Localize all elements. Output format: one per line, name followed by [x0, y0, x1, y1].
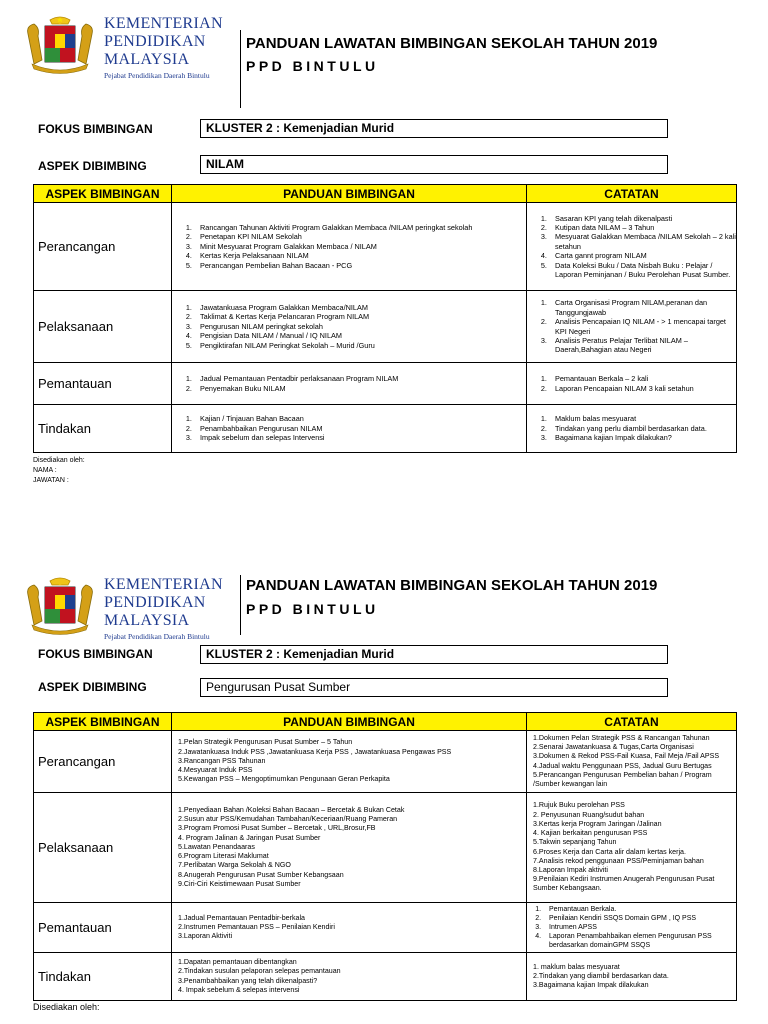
panduan-cell	[172, 405, 527, 453]
table-row	[34, 363, 737, 405]
prepared-by	[33, 1002, 100, 1012]
list-item: 9.Ciri-Ciri Keistimewaan Pusat Sumber	[178, 879, 301, 888]
list-item: 5.Lawatan Penandaaras	[178, 842, 255, 851]
list-item: 1. Kajian / Tinjauan Bahan Bacaan	[194, 414, 526, 423]
table-header-row	[34, 185, 737, 203]
catatan-cell	[527, 363, 737, 405]
list-item: 5.Perancangan Pengurusan Pembelian bahan / Program	[533, 770, 712, 779]
list-item: 1.Penyediaan Bahan /Koleksi Bahan Bacaan – Bercetak & Bukan Cetak	[178, 806, 405, 815]
list-item: 3.Laporan Aktiviti	[178, 932, 233, 941]
header-catatan: CATATAN	[527, 713, 737, 731]
list-item: 5. Data Koleksi Buku / Data Nisbah Buku : Pelajar / Laporan Peminjanan / Buku Perolehan Pusat Sumber.	[549, 261, 736, 280]
aspect-cell: Tindakan	[34, 405, 172, 453]
guidance-table	[33, 712, 737, 1001]
jata-crest-icon	[20, 14, 100, 74]
list-item: 3.Bagaimana kajian Impak dilakukan	[533, 981, 649, 990]
table-header-row	[34, 713, 737, 731]
panduan-cell	[172, 291, 527, 363]
catatan-cell	[527, 291, 737, 363]
list-item: 4.Jadual waktu Penggunaan PSS, Jadual Guru Bertugas	[533, 761, 712, 770]
list-item: 2.Tindakan susulan pelaporan selepas pemantauan	[178, 967, 341, 976]
list-item: 3. Intrumen APSS	[543, 923, 736, 932]
list-item: 3.Penambahbaikan yang telah dikenalpasti?	[178, 976, 318, 985]
prepared-by	[33, 456, 85, 486]
list-item: 3. Pengurusan NILAM peringkat sekolah	[194, 322, 526, 331]
header-aspek: ASPEK BIMBINGAN	[34, 185, 172, 203]
list-item: 2. Kutipan data NILAM – 3 Tahun	[549, 223, 736, 232]
list-item: 3. Bagaimana kajian Impak dilakukan?	[549, 433, 736, 442]
list-item: 4.Mesyuarat Induk PSS	[178, 766, 253, 775]
aspect-cell: Perancangan	[34, 203, 172, 291]
jawatan-label: JAWATAN :	[33, 477, 69, 484]
list-item: 5.Kewangan PSS – Mengoptimumkan Pengunaan Geran Perkapita	[178, 775, 390, 784]
aspect-cell: Pelaksanaan	[34, 793, 172, 903]
prepared-by-label: Disediakan oleh:	[33, 1002, 100, 1012]
ministry-name	[104, 577, 223, 641]
list-item: 7.Analisis rekod penggunaan PSS/Peminjaman bahan	[533, 856, 704, 865]
ministry-line-2: PENDIDIKAN	[104, 594, 206, 611]
page-subtitle: PPD BINTULU	[246, 58, 379, 74]
table-row	[34, 903, 737, 953]
list-item: 2. Laporan Pencapaian NILAM 3 kali setahun	[549, 384, 736, 393]
table-row	[34, 203, 737, 291]
header-panduan: PANDUAN BIMBINGAN	[172, 185, 527, 203]
list-item: 1.Rujuk Buku perolehan PSS	[533, 801, 625, 810]
jata-crest-icon	[20, 575, 100, 635]
list-item: 1. Jawatankuasa Program Galakkan Membaca/NILAM	[194, 303, 526, 312]
list-item: 3. Minit Mesyuarat Program Galakkan Membaca / NILAM	[194, 242, 526, 251]
table-row	[34, 953, 737, 1001]
panduan-cell	[172, 363, 527, 405]
fokus-label: FOKUS BIMBINGAN	[38, 647, 153, 661]
list-item: 4. Program Jalinan & Jaringan Pusat Sumber	[178, 833, 321, 842]
fokus-value: KLUSTER 2 : Kemenjadian Murid	[200, 119, 668, 138]
list-item: 6.Program Literasi Maklumat	[178, 852, 269, 861]
catatan-cell	[527, 731, 737, 793]
list-item: 2.Instrumen Pemantauan PSS – Penilaian Kendiri	[178, 922, 335, 931]
guidance-table	[33, 184, 737, 453]
header-aspek: ASPEK BIMBINGAN	[34, 713, 172, 731]
aspek-value: NILAM	[200, 155, 668, 174]
table-row	[34, 291, 737, 363]
list-item: 7.Perlibatan Warga Sekolah & NGO	[178, 861, 291, 870]
list-item: 1. Carta Organisasi Program NILAM,peranan dan Tanggungjawab	[549, 298, 736, 317]
header-catatan: CATATAN	[527, 185, 737, 203]
list-item: 2. Penetapan KPI NILAM Sekolah	[194, 232, 526, 241]
list-item: 1. Sasaran KPI yang telah dikenalpasti	[549, 214, 736, 223]
list-item: 1. maklum balas mesyuarat	[533, 962, 620, 971]
aspek-label: ASPEK DIBIMBING	[38, 680, 147, 694]
list-item: 1.Dapatan pemantauan dibentangkan	[178, 958, 297, 967]
list-item: 3.Rancangan PSS Tahunan	[178, 756, 266, 765]
list-item: 1. Pemantauan Berkala – 2 kali	[549, 374, 736, 383]
ministry-line-1: KEMENTERIAN	[104, 15, 223, 32]
list-item: 3. Mesyuarat Galakkan Membaca /NILAM Sekolah – 2 kali setahun	[549, 232, 736, 251]
fokus-value: KLUSTER 2 : Kemenjadian Murid	[200, 645, 668, 664]
list-item: 2.Tindakan yang diambil berdasarkan data.	[533, 971, 669, 980]
list-item: 1. Rancangan Tahunan Aktiviti Program Galakkan Membaca /NILAM peringkat sekolah	[194, 223, 526, 232]
ministry-line-3: MALAYSIA	[104, 51, 190, 68]
header-divider	[240, 30, 241, 108]
list-item: 5. Pengiktirafan NILAM Peringkat Sekolah – Murid /Guru	[194, 341, 526, 350]
list-item: 9.Penilaian Kediri Instrumen Anugerah Pengurusan Pusat	[533, 875, 715, 884]
list-item: 1. Jadual Pemantauan Pentadbir perlaksanaan Program NILAM	[194, 374, 526, 383]
list-item: 2.Susun atur PSS/Kemudahan Tambahan/Keceriaan/Ruang Pameran	[178, 815, 398, 824]
list-item: 3.Kertas kerja Program Jaringan /Jalinan	[533, 819, 662, 828]
catatan-cell	[527, 405, 737, 453]
list-item: 2. Tindakan yang perlu diambil berdasarkan data.	[549, 424, 736, 433]
list-item: 4. Kajian berkaitan pengurusan PSS	[533, 829, 648, 838]
prepared-by-label: Disediakan oleh:	[33, 457, 85, 464]
list-item: 3.Dokumen & Rekod PSS-Fail Kuasa, Fail Meja /Fail APSS	[533, 752, 720, 761]
list-item: Sumber Kebangsaan.	[533, 884, 602, 893]
list-item: 2. Penambahbaikan Pengurusan NILAM	[194, 424, 526, 433]
list-item: /Sumber kewangan lain	[533, 779, 608, 788]
list-item: 3. Analisis Peratus Pelajar Terlibat NILAM – Daerah,Bahagian atau Negeri	[549, 336, 736, 355]
list-item: 4. Pengisian Data NILAM / Manual / IQ NILAM	[194, 331, 526, 340]
list-item: 2. Analisis Pencapaian IQ NILAM - > 1 mencapai target KPI Negeri	[549, 317, 736, 336]
list-item: 1.Dokumen Pelan Strategik PSS & Rancangan Tahunan	[533, 733, 710, 742]
aspect-cell: Tindakan	[34, 953, 172, 1001]
ministry-office: Pejabat Pendidikan Daerah Bintulu	[104, 71, 210, 80]
catatan-cell	[527, 903, 737, 953]
ministry-office: Pejabat Pendidikan Daerah Bintulu	[104, 632, 210, 641]
page-subtitle: PPD BINTULU	[246, 601, 379, 617]
panduan-cell	[172, 793, 527, 903]
list-item: 2. Penilaian Kendiri SSQS Domain GPM , IQ PSS	[543, 914, 736, 923]
list-item: 1. Pemantauan Berkala.	[543, 905, 736, 914]
ministry-line-2: PENDIDIKAN	[104, 33, 206, 50]
list-item: 3.Program Promosi Pusat Sumber – Bercetak , URL,Brosur,FB	[178, 824, 376, 833]
list-item: 2. Penyusunan Ruang/sudut bahan	[533, 810, 645, 819]
panduan-cell	[172, 903, 527, 953]
catatan-cell	[527, 953, 737, 1001]
list-item: 5. Perancangan Pembelian Bahan Bacaan - PCG	[194, 261, 526, 270]
catatan-cell	[527, 793, 737, 903]
list-item: 1.Pelan Strategik Pengurusan Pusat Sumber – 5 Tahun	[178, 738, 353, 747]
ministry-line-3: MALAYSIA	[104, 612, 190, 629]
panduan-cell	[172, 731, 527, 793]
list-item: 2. Penyemakan Buku NILAM	[194, 384, 526, 393]
list-item: 2.Jawatankuasa Induk PSS ,Jawatankuasa Kerja PSS , Jawatankuasa Pengawas PSS	[178, 747, 452, 756]
list-item: 4. Carta gannt program NILAM	[549, 251, 736, 260]
list-item: 1.Jadual Pemantauan Pentadbir-berkala	[178, 913, 305, 922]
fokus-label: FOKUS BIMBINGAN	[38, 122, 153, 136]
catatan-cell	[527, 203, 737, 291]
table-row	[34, 731, 737, 793]
aspect-cell: Pemantauan	[34, 363, 172, 405]
list-item: 2.Senarai Jawatankuasa & Tugas,Carta Organisasi	[533, 743, 694, 752]
nama-label: NAMA :	[33, 467, 57, 474]
panduan-cell	[172, 953, 527, 1001]
list-item: 5.Takwin sepanjang Tahun	[533, 838, 617, 847]
list-item: 4. Kertas Kerja Pelaksanaan NILAM	[194, 251, 526, 260]
aspect-cell: Pelaksanaan	[34, 291, 172, 363]
ministry-line-1: KEMENTERIAN	[104, 576, 223, 593]
list-item: 6.Proses Kerja dan Carta alir dalam kertas kerja.	[533, 847, 686, 856]
aspek-value: Pengurusan Pusat Sumber	[200, 678, 668, 697]
list-item: 3. Impak sebelum dan selepas Intervensi	[194, 433, 526, 442]
aspect-cell: Pemantauan	[34, 903, 172, 953]
list-item: 8.Laporan Impak aktiviti	[533, 865, 608, 874]
list-item: 2. Taklimat & Kertas Kerja Pelancaran Program NILAM	[194, 312, 526, 321]
page-title: PANDUAN LAWATAN BIMBINGAN SEKOLAH TAHUN 2019	[246, 35, 658, 52]
table-row	[34, 793, 737, 903]
ministry-name	[104, 16, 223, 80]
header-divider	[240, 575, 241, 635]
list-item: 8.Anugerah Pengurusan Pusat Sumber Kebangsaan	[178, 870, 344, 879]
aspek-label: ASPEK DIBIMBING	[38, 159, 147, 173]
panduan-cell	[172, 203, 527, 291]
header-panduan: PANDUAN BIMBINGAN	[172, 713, 527, 731]
aspect-cell: Perancangan	[34, 731, 172, 793]
page-title: PANDUAN LAWATAN BIMBINGAN SEKOLAH TAHUN 2019	[246, 577, 658, 594]
list-item: 4. Laporan Penambahbaikan elemen Pengurusan PSS berdasarkan domainGPM SSQS	[543, 932, 736, 950]
table-row	[34, 405, 737, 453]
list-item: 1. Maklum balas mesyuarat	[549, 414, 736, 423]
list-item: 4. Impak sebelum & selepas intervensi	[178, 985, 300, 994]
